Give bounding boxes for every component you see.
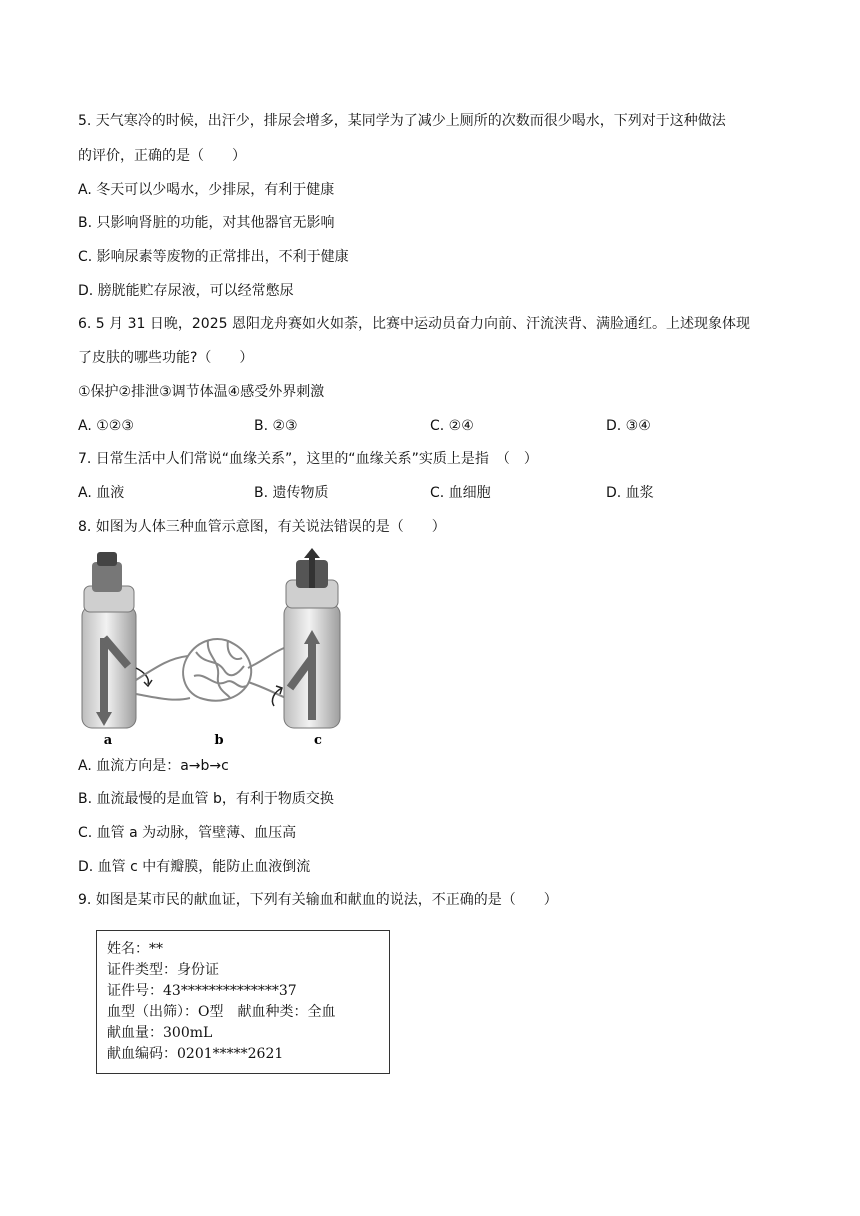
q7-stem: 7. 日常生活中人们常说“血缘关系”，这里的“血缘关系”实质上是指 （ ） — [78, 451, 538, 467]
q5-stem-line1: 5. 天气寒冷的时候，出汗少，排尿会增多，某同学为了减少上厕所的次数而很少喝水，下列对于这种做法 — [78, 113, 726, 129]
card-blood-type: 血型（出筛）：O型 献血种类：全血 — [107, 1004, 336, 1020]
q5-stem-line2: 的评价，正确的是（ ） — [78, 148, 246, 164]
vessel-a — [82, 552, 152, 728]
card-name: 姓名：** — [107, 941, 163, 957]
q8-option-c: C. 血管 a 为动脉，管壁薄、血压高 — [78, 825, 297, 841]
blood-vessel-diagram — [78, 548, 350, 748]
q6-option-a: A. ①②③ — [78, 418, 134, 434]
q8-stem: 8. 如图为人体三种血管示意图，有关说法错误的是（ ） — [78, 519, 446, 535]
q8-option-b: B. 血流最慢的是血管 b，有利于物质交换 — [78, 791, 334, 807]
card-code: 献血编码：0201*****2621 — [107, 1046, 284, 1062]
q5-option-d: D. 膀胱能贮存尿液，可以经常憋尿 — [78, 283, 294, 299]
q7-options — [78, 483, 718, 503]
vessel-label-c: c — [314, 733, 322, 748]
card-volume: 献血量：300mL — [107, 1025, 213, 1041]
q6-options — [78, 416, 718, 436]
q5-option-b: B. 只影响肾脏的功能，对其他器官无影响 — [78, 215, 335, 231]
q7-option-b: B. 遗传物质 — [254, 485, 329, 501]
q6-option-b: B. ②③ — [254, 418, 298, 434]
q7-option-c: C. 血细胞 — [430, 485, 491, 501]
q8-option-a: A. 血流方向是：a→b→c — [78, 758, 229, 774]
card-id-number: 证件号：43**************37 — [107, 983, 297, 999]
q6-option-d: D. ③④ — [606, 418, 651, 434]
q7-option-d: D. 血浆 — [606, 485, 654, 501]
blood-donation-card — [96, 930, 390, 1074]
vessel-label-b: b — [214, 733, 224, 748]
blood-vessel-figure — [78, 548, 350, 748]
vessel-b-capillaries — [136, 639, 286, 701]
vessel-c — [272, 548, 340, 728]
q6-option-c: C. ②④ — [430, 418, 474, 434]
q9-stem: 9. 如图是某市民的献血证，下列有关输血和献血的说法，不正确的是（ ） — [78, 892, 558, 908]
q6-stem-line2: 了皮肤的哪些功能?（ ） — [78, 350, 254, 366]
card-id-type: 证件类型：身份证 — [107, 962, 219, 978]
vessel-label-a: a — [103, 733, 113, 748]
q5-option-c: C. 影响尿素等废物的正常排出，不利于健康 — [78, 249, 349, 265]
q6-functions: ①保护②排泄③调节体温④感受外界刺激 — [78, 384, 325, 400]
q6-stem-line1: 6. 5 月 31 日晚，2025 恩阳龙舟赛如火如荼，比赛中运动员奋力向前、汗流浃背、满脸通红。上述现象体现 — [78, 316, 750, 332]
q5-option-a: A. 冬天可以少喝水，少排尿，有利于健康 — [78, 182, 335, 198]
q7-option-a: A. 血液 — [78, 485, 125, 501]
q8-option-d: D. 血管 c 中有瓣膜，能防止血液倒流 — [78, 859, 311, 875]
